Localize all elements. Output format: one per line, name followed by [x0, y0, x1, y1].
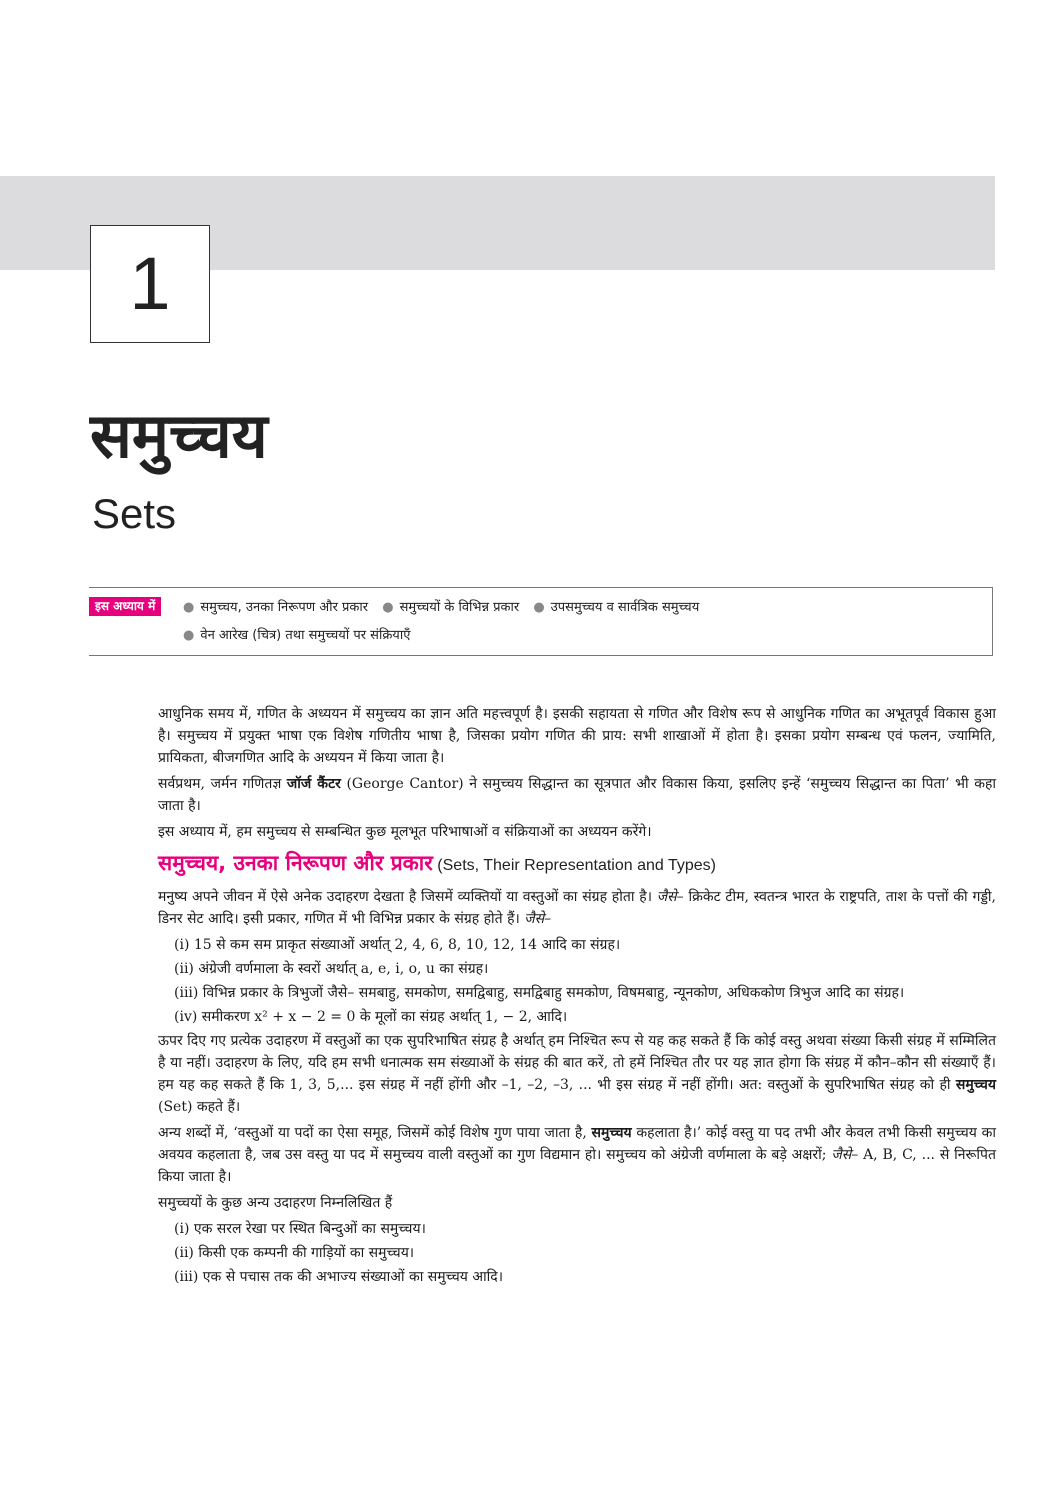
section-paragraph-1: मनुष्य अपने जीवन में ऐसे अनेक उदाहरण देखता है जिसमें व्यक्तियों या वस्तुओं का संग्रह होता है। जैसे– क्रिकेट टीम, स्वतन्त्र भारत के राष्ट्रपति, ताश के पत्तों की गड्डी, डिनर सेट आदि। इसी प्रकार, गणित में भी विभिन्न प्रकार के संग्रह होते हैं। जैसे–	[158, 889, 997, 927]
contents-item: समुच्चय, उनका निरूपण और प्रकार	[200, 600, 369, 615]
contents-item: उपसमुच्चय व सार्वत्रिक समुच्चय	[550, 600, 700, 615]
chapter-title-english: Sets	[92, 490, 177, 537]
bullet-icon: ●	[382, 600, 394, 615]
intro-paragraph-3: इस अध्याय में, हम समुच्चय से सम्बन्धित कुछ मूलभूत परिभाषाओं व संक्रियाओं का अध्ययन करेंगे।	[158, 824, 652, 840]
bullet-icon: ●	[533, 600, 545, 615]
more-example-item: (i) एक सरल रेखा पर स्थित बिन्दुओं का समुच्चय।	[174, 1221, 426, 1237]
chapter-body	[158, 703, 996, 1290]
section-paragraph-2: ऊपर दिए गए प्रत्येक उदाहरण में वस्तुओं का एक सुपरिभाषित संग्रह है अर्थात् हम निश्चित रूप से यह कह सकते हैं कि कोई वस्तु अथवा संख्या किसी संग्रह में सम्मिलित है या नहीं। उदाहरण के लिए, यदि हम सभी धनात्मक सम संख्याओं के संग्रह की बात करें, तो हमें निश्चित तौर पर यह ज्ञात होगा कि संग्रह में कौन–कौन सी संख्याएँ हैं। हम यह कह सकते हैं कि 1, 3, 5,... इस संग्रह में नहीं होंगी और –1, –2, –3, ... भी इस संग्रह में नहीं होंगी। अत: वस्तुओं के सुपरिभाषित संग्रह को ही समुच्चय (Set) कहते हैं।	[158, 1033, 996, 1115]
example-item: (iv) समीकरण x² + x − 2 = 0 के मूलों का संग्रह अर्थात् 1, − 2, आदि।	[174, 1009, 568, 1025]
example-item: (iii) विभिन्न प्रकार के त्रिभुजों जैसे– समबाहु, समकोण, समद्विबाहु, समद्विबाहु समकोण, विषमबाहु, न्यूनकोण, अधिककोण त्रिभुज आदि का संग्रह।	[174, 985, 905, 1001]
section-paragraph-4: समुच्चयों के कुछ अन्य उदाहरण निम्नलिखित हैं	[158, 1195, 393, 1211]
contents-badge: इस अध्याय में	[89, 597, 161, 616]
bullet-icon: ●	[183, 628, 195, 643]
chapter-contents-box	[89, 587, 993, 656]
chapter-title-hindi: समुच्चय	[90, 399, 268, 472]
more-example-item: (iii) एक से पचास तक की अभाज्य संख्याओं का समुच्चय आदि।	[174, 1269, 504, 1285]
contents-item: वेन आरेख (चित्र) तथा समुच्चयों पर संक्रियाएँ	[200, 628, 411, 643]
contents-line-2	[183, 625, 410, 643]
example-item: (i) 15 से कम सम प्राकृत संख्याओं अर्थात् 2, 4, 6, 8, 10, 12, 14 आदि का संग्रह।	[174, 937, 621, 953]
intro-paragraph-1: आधुनिक समय में, गणित के अध्ययन में समुच्चय का ज्ञान अति महत्त्वपूर्ण है। इसकी सहायता से गणित और विशेष रूप से आधुनिक गणित का अभूतपूर्व विकास हुआ है। समुच्चय में प्रयुक्त भाषा एक विशेष गणितीय भाषा है, जिसका प्रयोग गणित की प्राय: सभी शाखाओं में होता है। इसका प्रयोग सम्बन्ध एवं फलन, ज्यामिति, प्रायिकता, बीजगणित आदि के अध्ययन में किया जाता है।	[158, 706, 996, 766]
section-paragraph-3: अन्य शब्दों में, ‘वस्तुओं या पदों का ऐसा समूह, जिसमें कोई विशेष गुण पाया जाता है, समुच्चय कहलाता है।’ कोई वस्तु या पद तभी और केवल तभी किसी समुच्चय का अवयव कहलाता है, जब उस वस्तु या पद में समुच्चय वाली वस्तुओं का गुण विद्यमान हो। समुच्चय को अंग्रेजी वर्णमाला के बड़े अक्षरों; जैसे– A, B, C, ... से निरूपित किया जाता है।	[158, 1125, 996, 1185]
example-item: (ii) अंग्रेजी वर्णमाला के स्वरों अर्थात् a, e, i, o, u का संग्रह।	[174, 961, 489, 977]
more-example-item: (ii) किसी एक कम्पनी की गाड़ियों का समुच्चय।	[174, 1245, 415, 1261]
bullet-icon: ●	[183, 600, 195, 615]
section-heading-english: (Sets, Their Representation and Types)	[437, 857, 716, 874]
contents-item: समुच्चयों के विभिन्न प्रकार	[399, 600, 520, 615]
section-heading	[158, 849, 996, 880]
chapter-number: 1	[90, 225, 210, 343]
cantor-name: जॉर्ज कैंटर	[286, 776, 341, 792]
section-heading-hindi: समुच्चय, उनका निरूपण और प्रकार	[158, 851, 433, 875]
contents-line-1	[183, 597, 699, 615]
intro-paragraph-2: सर्वप्रथम, जर्मन गणितज्ञ जॉर्ज कैंटर (George Cantor) ने समुच्चय सिद्धान्त का सूत्रपात और विकास किया, इसलिए इन्हें ‘समुच्चय सिद्धान्त का पिता’ भी कहा जाता है।	[158, 776, 997, 814]
